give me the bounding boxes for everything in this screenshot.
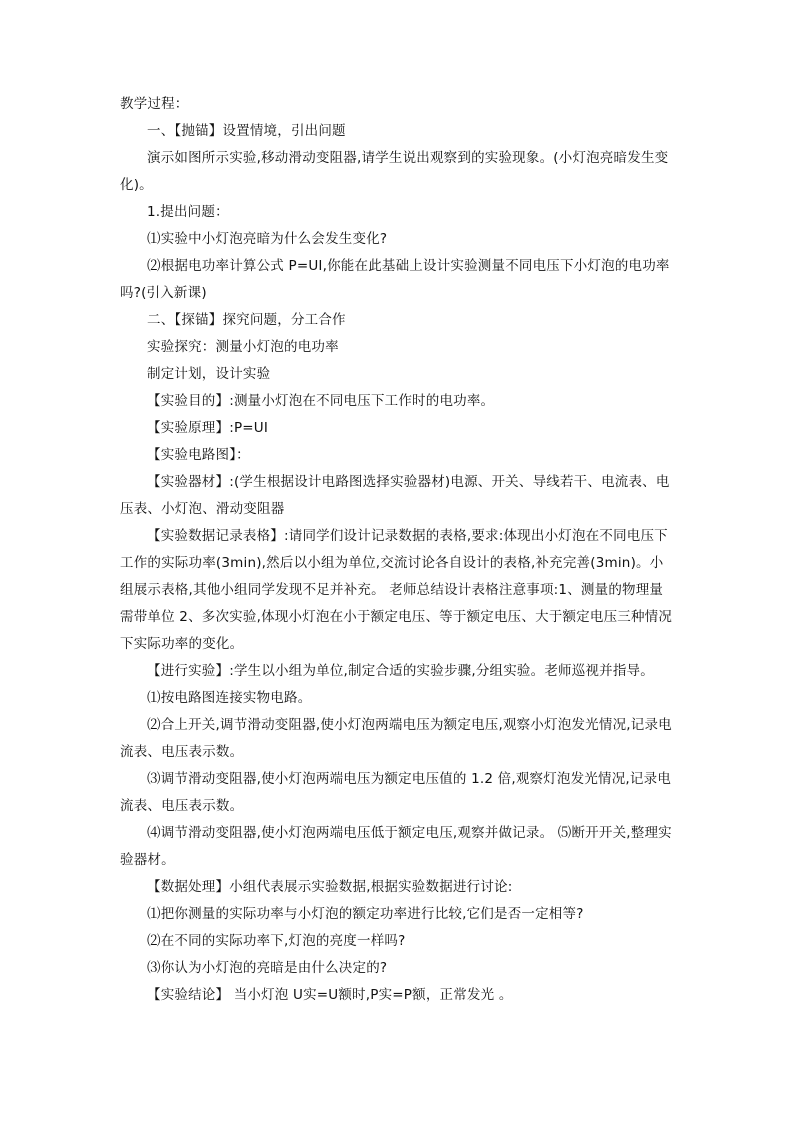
paragraph-step-2: ⑵合上开关,调节滑动变阻器,使小灯泡两端电压为额定电压,观察小灯泡发光情况,记录电流表、电压表示数。 bbox=[120, 717, 672, 760]
paragraph-data-processing: 【数据处理】小组代表展示实验数据,根据实验数据进行讨论: bbox=[147, 879, 513, 895]
paragraph-experiment-title: 实验探究：测量小灯泡的电功率 bbox=[147, 339, 339, 355]
paragraph-equipment: 【实验器材】:(学生根据设计电路图选择实验器材)电源、开关、导线若干、电流表、电压表、小灯泡、滑动变阻器 bbox=[120, 474, 670, 517]
paragraph-procedure: 【进行实验】:学生以小组为单位,制定合适的实验步骤,分组实验。老师巡视并指导。 bbox=[147, 663, 654, 679]
paragraph-question-2: ⑵根据电功率计算公式 P=UI,你能在此基础上设计实验测量不同电压下小灯泡的电功率吗?(引入新课) bbox=[120, 258, 670, 301]
paragraph-purpose: 【实验目的】:测量小灯泡在不同电压下工作时的电功率。 bbox=[147, 393, 495, 409]
paragraph-plan: 制定计划，设计实验 bbox=[147, 366, 271, 382]
paragraph-discussion-2: ⑵在不同的实际功率下,灯泡的亮度一样吗? bbox=[147, 933, 406, 949]
paragraph-question-heading: 1.提出问题： bbox=[147, 204, 229, 220]
paragraph-demo: 演示如图所示实验,移动滑动变阻器,请学生说出观察到的实验现象。(小灯泡亮暗发生变化)。 bbox=[120, 150, 669, 193]
paragraph-data-table: 【实验数据记录表格】:请同学们设计记录数据的表格,要求:体现出小灯泡在不同电压下工作的实际功率(3min),然后以小组为单位,交流讨论各自设计的表格,补充完善(3min)。小组展示表格,其他小组同学发现不足并补充。 老师总结设计表格注意事项:1、测量的物理量需带单位 2、多次实验,体现小灯泡在小于额定电压、等于额定电压、大于额定电压三种情况下实际功率的变化。 bbox=[120, 528, 673, 652]
paragraph-step-1: ⑴按电路图连接实物电路。 bbox=[147, 690, 312, 706]
paragraph-question-1: ⑴实验中小灯泡亮暗为什么会发生变化? bbox=[147, 231, 388, 247]
paragraph-principle: 【实验原理】:P=UI bbox=[147, 420, 269, 436]
paragraph-discussion-1: ⑴把你测量的实际功率与小灯泡的额定功率进行比较,它们是否一定相等? bbox=[147, 906, 584, 922]
paragraph-step-4-5: ⑷调节滑动变阻器,使小灯泡两端电压低于额定电压,观察并做记录。 ⑸断开开关,整理实验器材。 bbox=[120, 825, 672, 868]
part-two-heading: 二、【探锚】探究问题，分工合作 bbox=[147, 312, 346, 328]
paragraph-step-3: ⑶调节滑动变阻器,使小灯泡两端电压为额定电压值的 1.2 倍,观察灯泡发光情况,记录电流表、电压表示数。 bbox=[120, 771, 672, 814]
section-heading: 教学过程： bbox=[120, 96, 189, 112]
paragraph-circuit: 【实验电路图】： bbox=[147, 447, 250, 463]
document-body bbox=[120, 91, 675, 1009]
part-one-heading: 一、【抛锚】设置情境，引出问题 bbox=[147, 123, 346, 139]
paragraph-conclusion: 【实验结论】 当小灯泡 U实=U额时,P实=P额，正常发光 。 bbox=[147, 987, 513, 1003]
paragraph-discussion-3: ⑶你认为小灯泡的亮暗是由什么决定的? bbox=[147, 960, 388, 976]
